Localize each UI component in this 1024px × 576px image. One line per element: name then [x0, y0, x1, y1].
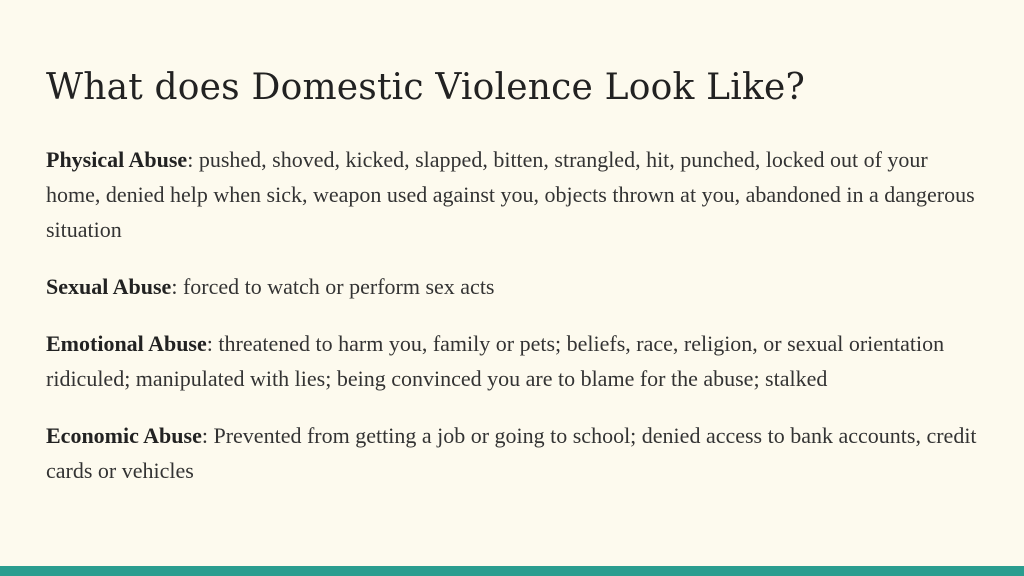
- section-term: Physical Abuse: [46, 147, 188, 172]
- slide-content: [46, 142, 986, 510]
- section-economic-abuse: [46, 418, 986, 488]
- section-sexual-abuse: [46, 269, 986, 304]
- section-text: threatened to harm you, family or pets; beliefs, race, religion, or sexual orientation ridiculed; manipulated with lies; being convinced you are to blame for the abuse; stalked: [46, 331, 945, 391]
- slide-title: What does Domestic Violence Look Like?: [46, 67, 805, 108]
- section-text: pushed, shoved, kicked, slapped, bitten, strangled, hit, punched, locked out of your home, denied help when sick, weapon used against you, objects thrown at you, abandoned in a dangerous situation: [46, 147, 975, 242]
- section-separator: :: [206, 331, 219, 356]
- section-text: forced to watch or perform sex acts: [182, 274, 495, 299]
- accent-bottom-bar: [0, 566, 1024, 576]
- section-physical-abuse: [46, 142, 986, 247]
- section-separator: :: [171, 274, 183, 299]
- section-text: Prevented from getting a job or going to school; denied access to bank accounts, credit cards or vehicles: [46, 423, 977, 483]
- section-separator: :: [201, 423, 214, 448]
- section-separator: :: [187, 147, 199, 172]
- section-term: Economic Abuse: [46, 423, 202, 448]
- section-term: Emotional Abuse: [46, 331, 207, 356]
- section-term: Sexual Abuse: [46, 274, 172, 299]
- section-emotional-abuse: [46, 326, 986, 396]
